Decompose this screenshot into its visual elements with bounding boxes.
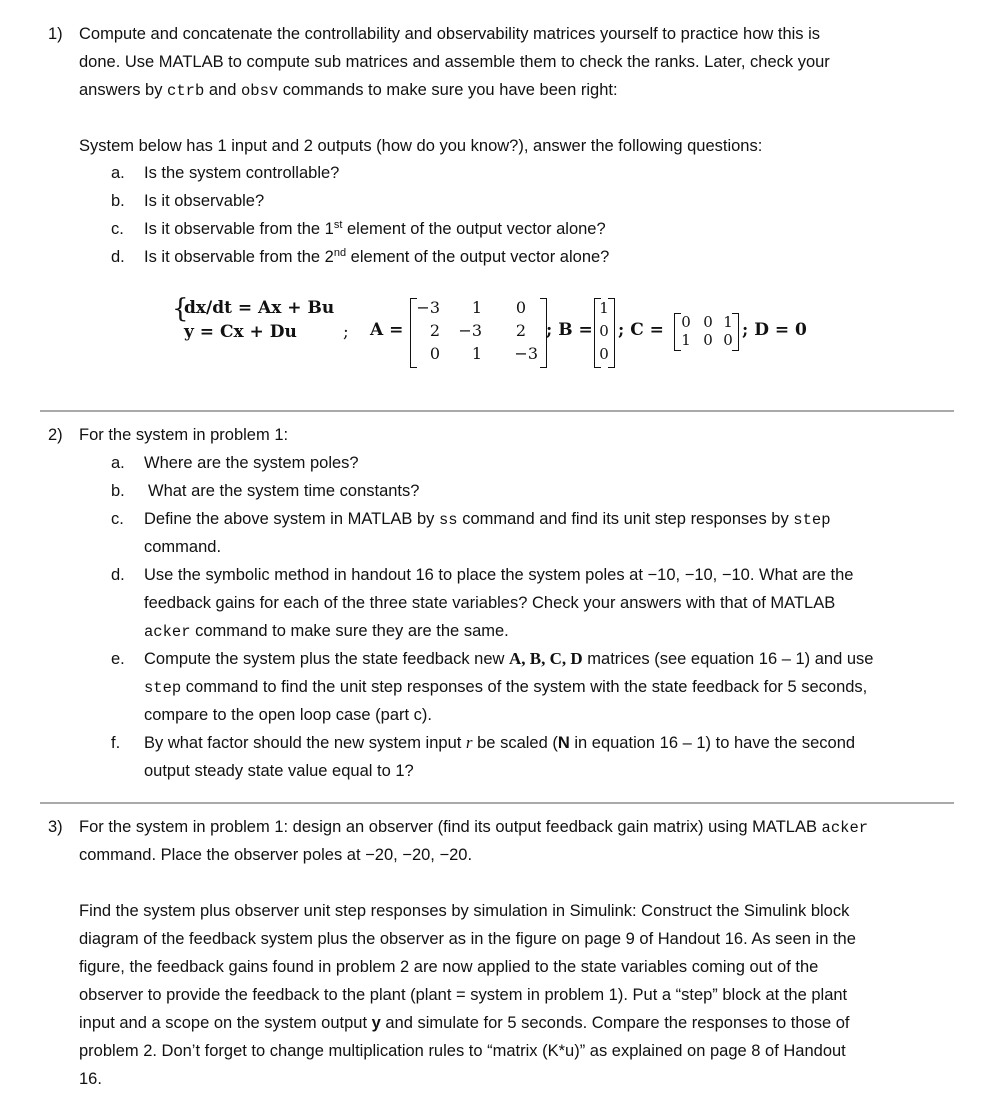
paragraph-line: Find the system plus observer unit step responses by simulation in Simulink: Construct the Simulink block	[79, 902, 850, 920]
paragraph-line: diagram of the feedback system plus the observer as in the figure on page 9 of Handout 16. As seen in the	[79, 930, 856, 948]
matrix-b-cell: 1	[599, 299, 609, 317]
matrix-a-cell: −3	[458, 321, 482, 340]
problem-3-line-2: command. Place the observer poles at −20, −20, −20.	[79, 846, 473, 864]
paragraph-line: 16.	[79, 1070, 102, 1088]
matrix-c-cell: 1	[723, 313, 733, 331]
matrix-c-cell: 0	[681, 313, 691, 331]
matrix-a-cell: −3	[514, 344, 538, 363]
code-ctrb: ctrb	[167, 82, 205, 100]
matrix-a-cell: −3	[416, 298, 440, 317]
code-ss: ss	[439, 511, 458, 529]
matrix-b-cell: 0	[599, 345, 609, 363]
state-equation: dx/dt = Ax + Bu	[184, 298, 335, 318]
problem-2-intro: For the system in problem 1:	[79, 426, 289, 444]
matrix-a-label: A =	[370, 320, 404, 340]
matrix-b-cell: 0	[599, 322, 609, 340]
problem-3-number: 3)	[48, 818, 63, 836]
matrix-c-cell: 0	[723, 331, 733, 349]
matrix-c-cell: 1	[681, 331, 691, 349]
problem-1-line-3: answers by ctrb and obsv commands to make sure you have been right:	[79, 81, 618, 100]
system-description: System below has 1 input and 2 outputs (how do you know?), answer the following questions:	[79, 137, 763, 155]
output-equation: y = Cx + Du	[184, 322, 297, 342]
matrix-a-cell: 2	[515, 321, 526, 340]
brace: {	[172, 294, 189, 324]
matrix-c-cell: 0	[703, 313, 713, 331]
paragraph-line: observer to provide the feedback to the plant (plant = system in problem 1). Put a “step” block at the plant	[79, 986, 848, 1004]
code-acker: acker	[821, 819, 869, 837]
matrix-a-cell: 0	[429, 344, 440, 363]
problem-1-line-2: done. Use MATLAB to compute sub matrices and assemble them to check the ranks. Later, check your	[79, 53, 830, 71]
section-divider	[40, 410, 954, 412]
matrix-a-cell: 1	[471, 298, 482, 317]
code-step: step	[144, 679, 182, 697]
paragraph-line: figure, the feedback gains found in problem 2 are now applied to the state variables coming out of the	[79, 958, 819, 976]
problem-1-number: 1)	[48, 25, 63, 43]
matrix-a-cell: 2	[429, 321, 440, 340]
matrix-c-label: ; C =	[618, 320, 664, 340]
problem-3-line-1: For the system in problem 1: design an observer (find its output feedback gain matrix) using MATLAB acker	[79, 818, 869, 837]
matrix-b-label: ; B =	[546, 320, 593, 340]
code-step: step	[793, 511, 831, 529]
problem-1-line-1: Compute and concatenate the controllability and observability matrices yourself to practice how this is	[79, 25, 821, 43]
matrix-a-cell: 0	[515, 298, 526, 317]
paragraph-line: problem 2. Don’t forget to change multiplication rules to “matrix (K*u)” as explained on page 8 of Handout	[79, 1042, 846, 1060]
matrix-a-cell: 1	[471, 344, 482, 363]
code-obsv: obsv	[240, 82, 279, 100]
paragraph-line: input and a scope on the system output y and simulate for 5 seconds. Compare the responses to those of	[79, 1014, 850, 1032]
code-acker: acker	[144, 623, 191, 641]
problem-2-number: 2)	[48, 426, 63, 444]
section-divider	[40, 802, 954, 804]
matrix-d-label: ; D = 0	[742, 320, 807, 340]
matrix-c-cell: 0	[703, 331, 713, 349]
